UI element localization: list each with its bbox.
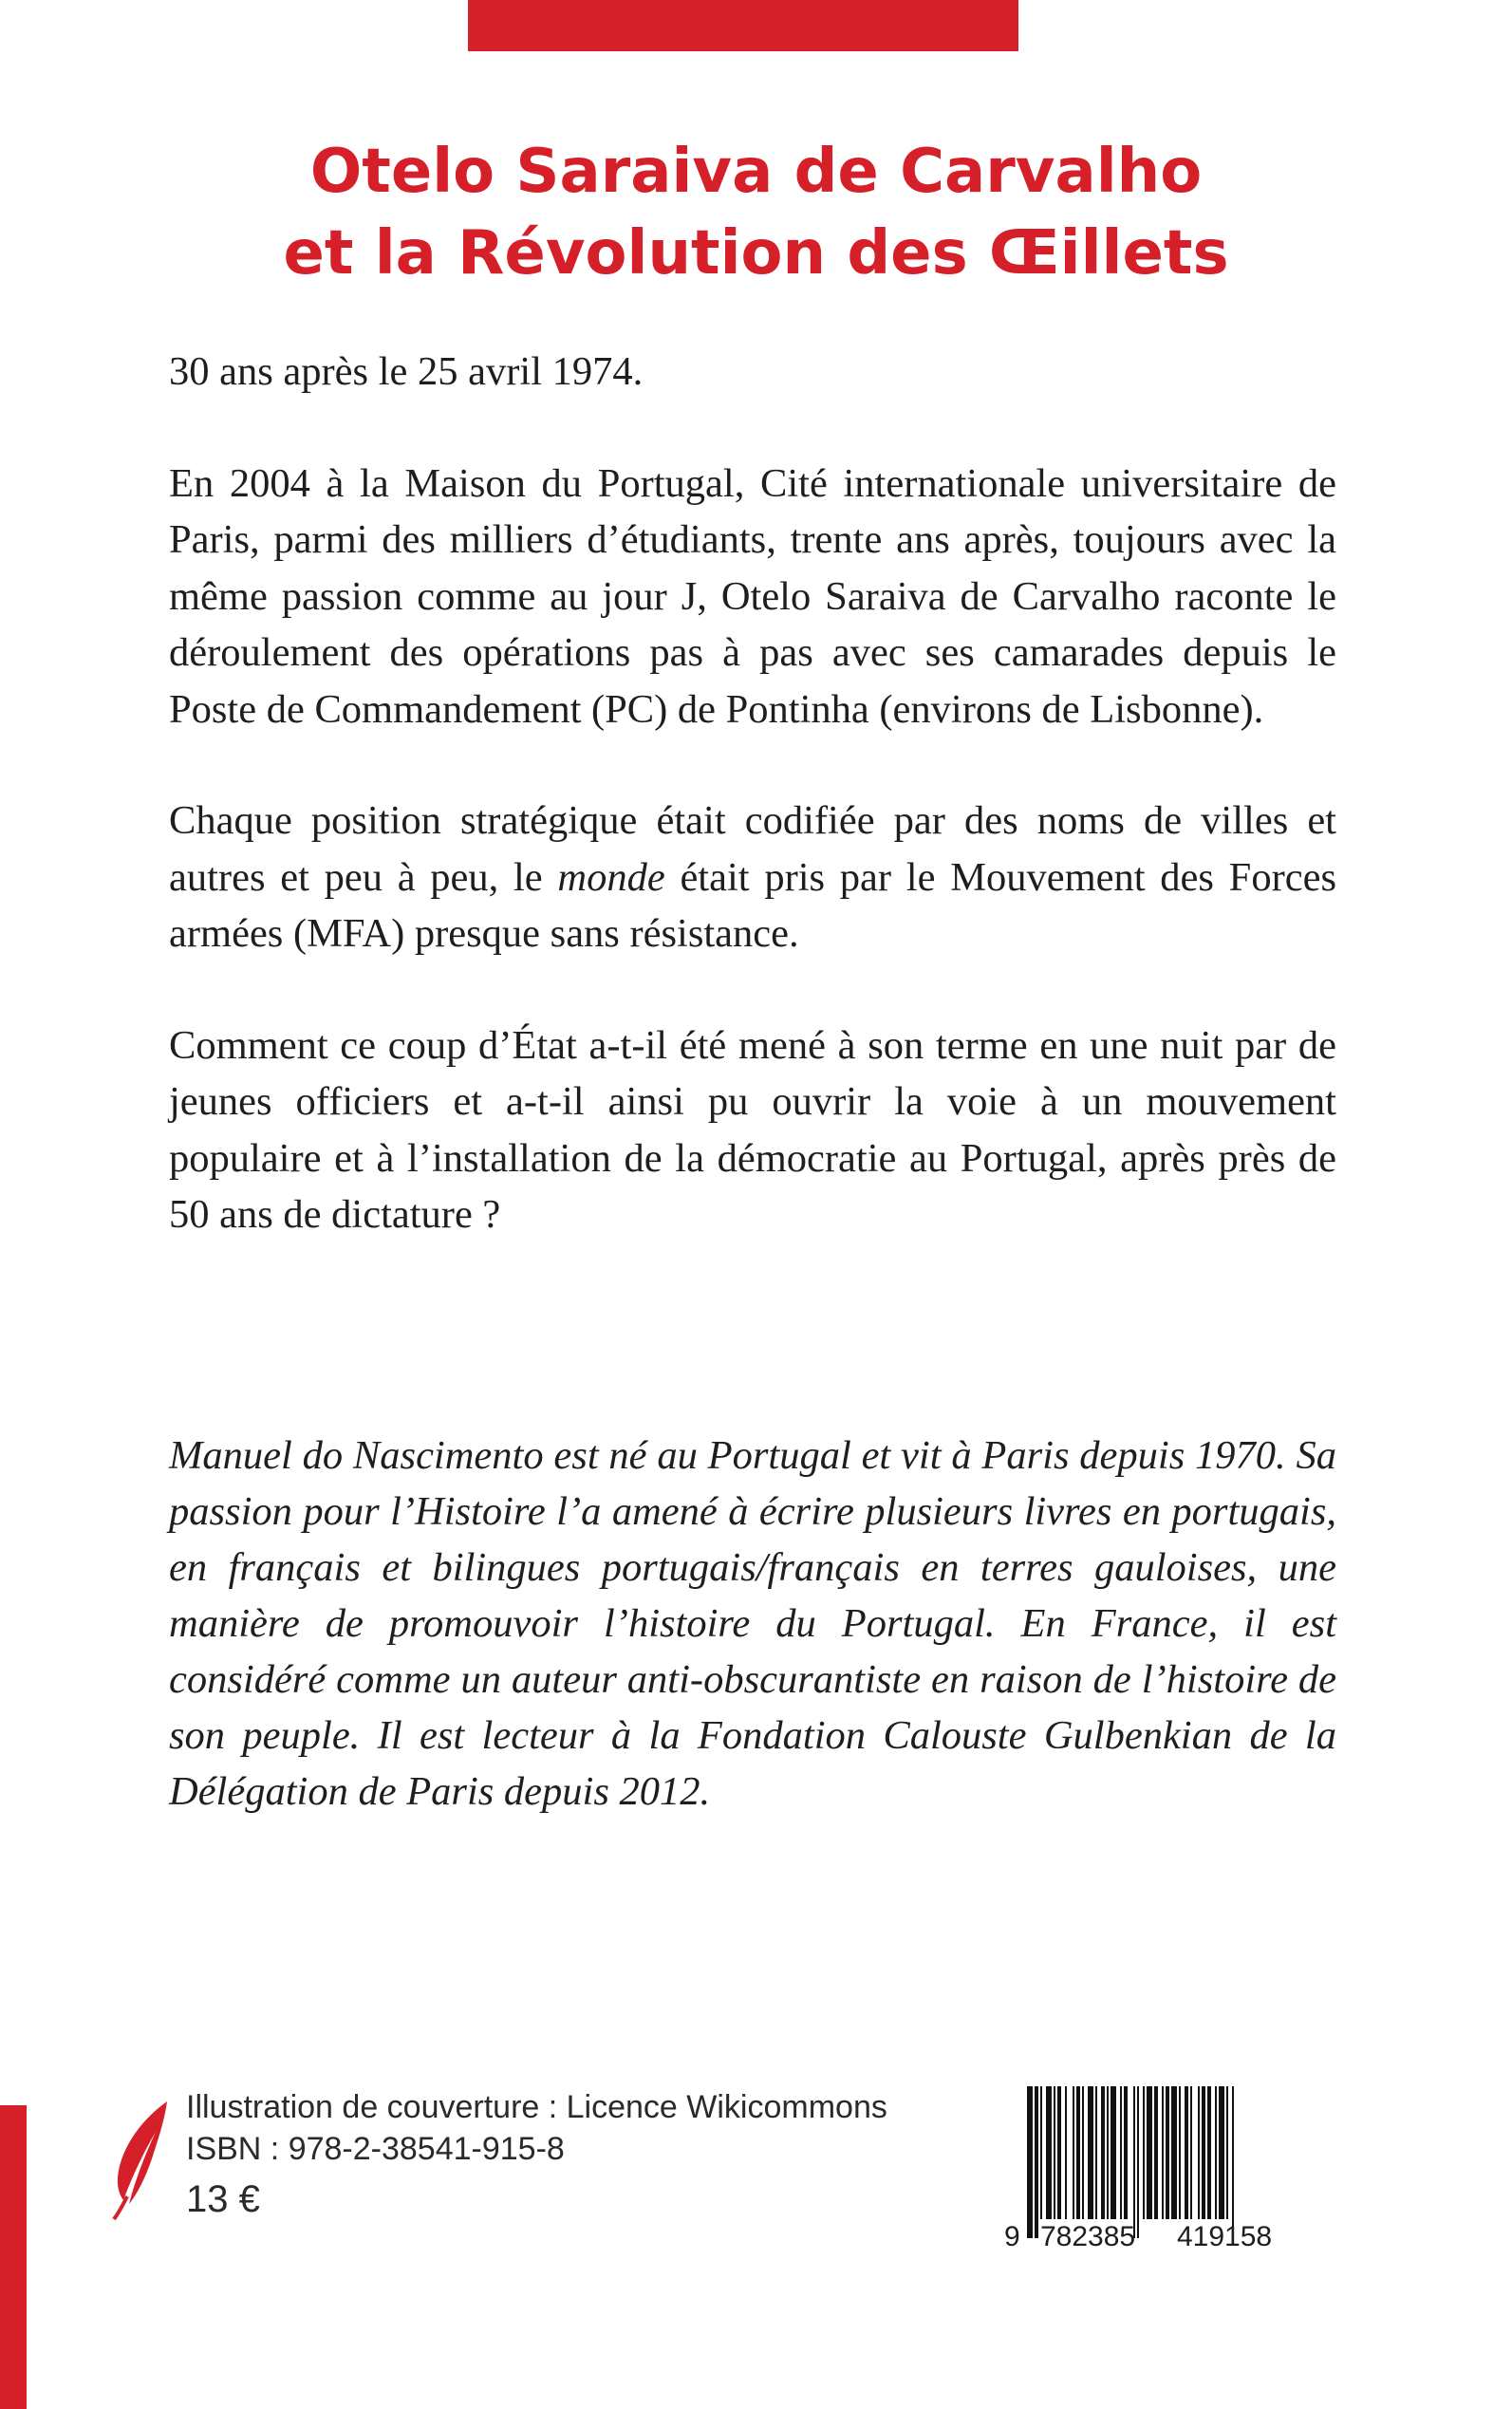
barcode-group-1: 782385 xyxy=(1040,2221,1136,2252)
author-bio: Manuel do Nascimento est né au Portugal et vit à Paris depuis 1970. Sa passion pour l’Histoire l’a amené à écrire plusieurs livres en portugais, en français et bilingues portugais/français en terres gauloises, une manière de promouvoir l’histoire du Portugal. En France, il est considéré comme un auteur anti-obscurantiste en raison de l’histoire de son peuple. Il est lecteur à la Fondation Calouste Gulbenkian de la Délégation de Paris depuis 2012. xyxy=(169,1433,1336,1814)
paragraph-4: Comment ce coup d’État a-t-il été mené à son terme en une nuit par de jeunes officiers et a-t-il ainsi pu ouvrir la voie à un mouvement populaire et à l’installation de la démocratie au Portugal, après près de 50 ans de dictature ? xyxy=(169,1022,1336,1237)
credits-block xyxy=(186,2086,887,2227)
title-line-2: et la Révolution des Œillets xyxy=(283,218,1229,289)
blurb xyxy=(169,344,1336,1243)
price: 13 € xyxy=(186,2178,260,2220)
book-title xyxy=(0,131,1512,294)
paragraph-3-after: était pris par le Mouvement des Forces armées (MFA) presque sans résistance. xyxy=(169,854,1336,956)
paragraph-3-before: Chaque position stratégique était codifiée par des noms de villes et autres et peu à peu, le xyxy=(169,798,1336,900)
title-line-1: Otelo Saraiva de Carvalho xyxy=(309,137,1203,207)
paragraph-3 xyxy=(169,793,1336,962)
barcode-first-digit: 9 xyxy=(1004,2221,1020,2252)
isbn: ISBN : 978-2-38541-915-8 xyxy=(186,2131,565,2167)
red-feather-icon xyxy=(106,2098,173,2221)
paragraph-2: En 2004 à la Maison du Portugal, Cité internationale universitaire de Paris, parmi des milliers d’étudiants, trente ans après, toujours avec la même passion comme au jour J, Otelo Saraiva de Carvalho raconte le déroulement des opérations pas à pas avec ses camarades depuis le Poste de Commandement (PC) de Pontinha (environs de Lisbonne). xyxy=(169,460,1336,732)
illustration-credit: Illustration de couverture : Licence Wikicommons xyxy=(186,2089,887,2125)
barcode-group-2: 419158 xyxy=(1177,2221,1273,2252)
paragraph-1: 30 ans après le 25 avril 1974. xyxy=(169,349,644,394)
left-accent-bar xyxy=(0,2105,27,2409)
top-accent-bar xyxy=(468,0,1018,51)
paragraph-3-italic: monde xyxy=(557,854,665,900)
